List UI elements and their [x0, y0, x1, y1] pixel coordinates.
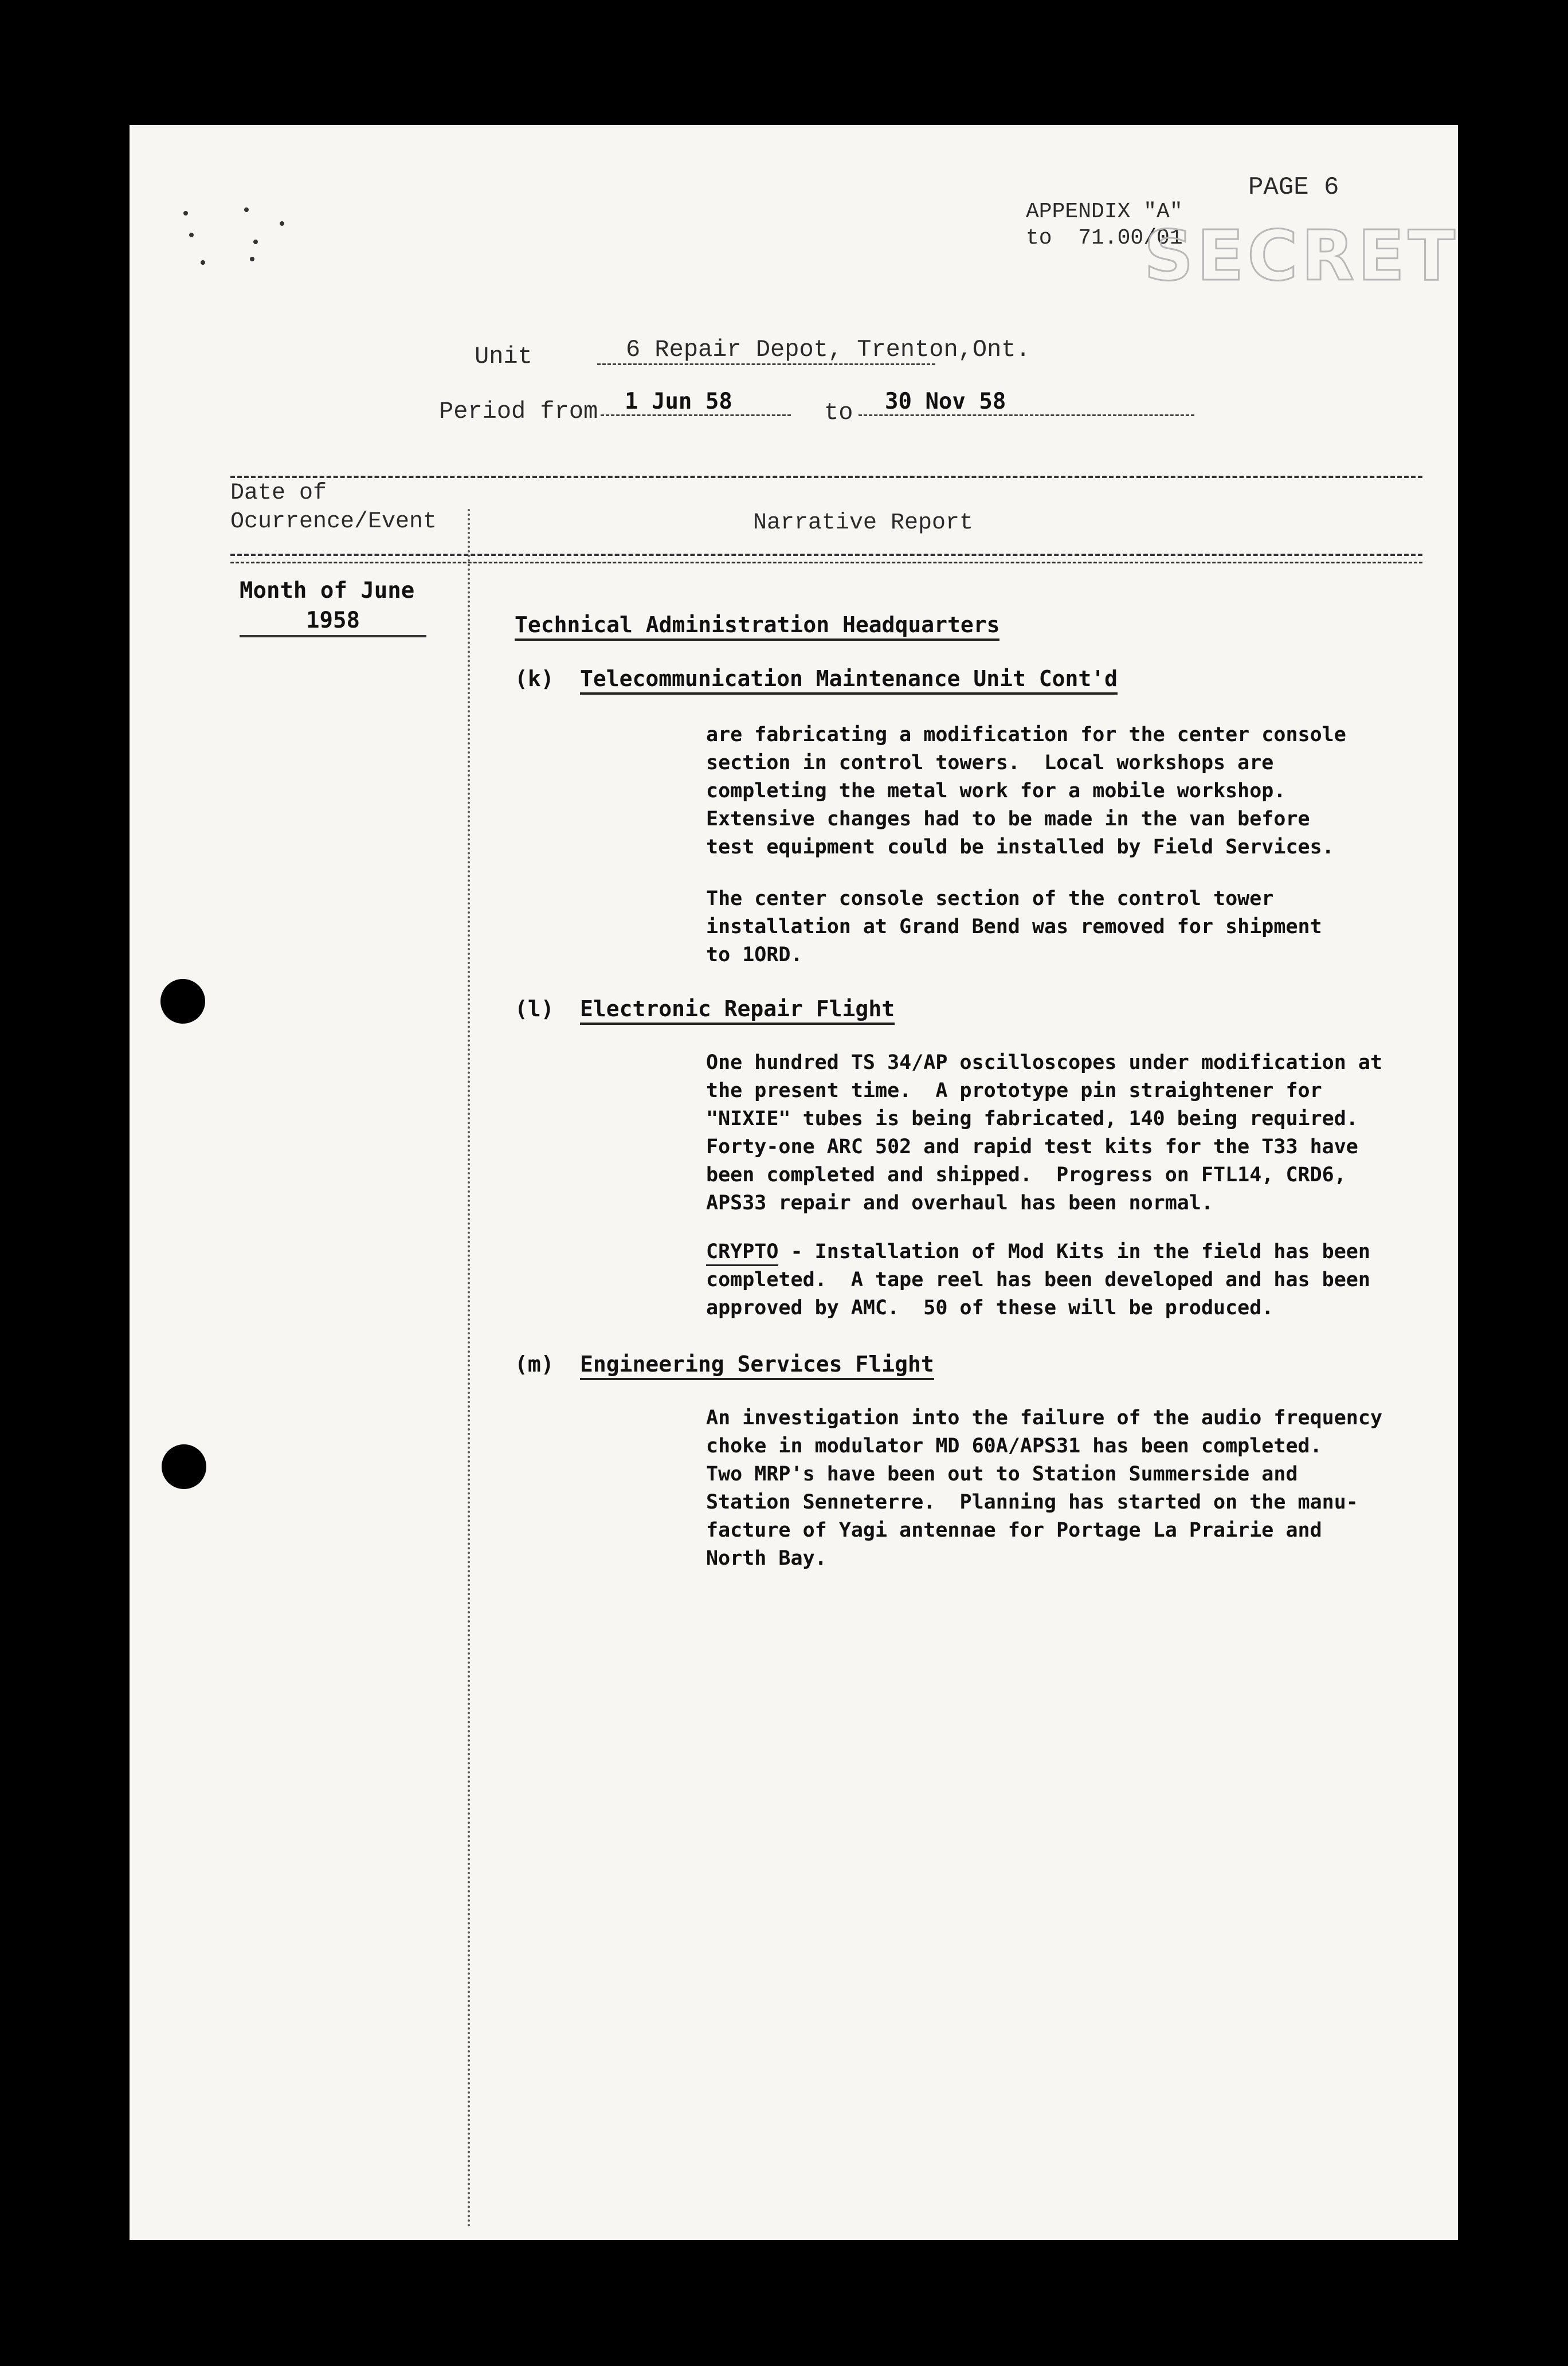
speck-mark [244, 207, 249, 212]
section-k-title: Telecommunication Maintenance Unit Cont'd [580, 666, 1118, 695]
text-line: Station Senneterre. Planning has started on the manu- [706, 1491, 1358, 1514]
section-m-letter: (m) [515, 1352, 554, 1377]
punch-hole [162, 1444, 206, 1489]
section-k-letter: (k) [515, 666, 554, 691]
text-line: Two MRP's have been out to Station Summerside and [706, 1463, 1298, 1486]
text-line: North Bay. [706, 1547, 827, 1570]
punch-hole [160, 979, 205, 1024]
text-line: One hundred TS 34/AP oscilloscopes under modification at [706, 1051, 1383, 1074]
header-rule-top [230, 476, 1422, 478]
speck-mark [189, 233, 194, 237]
appendix-reference: to 71.00/01 [1026, 226, 1183, 250]
appendix-label: APPENDIX "A" [1026, 199, 1183, 224]
section-k-paragraph-1 [706, 721, 1514, 861]
narrative-column-header: Narrative Report [753, 510, 974, 536]
text-line: APS33 repair and overhaul has been normal. [706, 1192, 1214, 1215]
crypto-label: CRYPTO [706, 1240, 778, 1266]
period-to-label: to [824, 399, 853, 426]
text-line: The center console section of the control tower [706, 887, 1274, 910]
period-label: Period from [439, 398, 598, 425]
crypto-text: - Installation of Mod Kits in the field has been [778, 1240, 1370, 1263]
unit-label: Unit [475, 343, 532, 370]
header-rule-bottom-2 [230, 562, 1422, 563]
text-line: Forty-one ARC 502 and rapid test kits for the T33 have [706, 1135, 1358, 1158]
speck-mark [280, 221, 284, 226]
section-l-letter: (l) [515, 996, 554, 1021]
text-line: "NIXIE" tubes is being fabricated, 140 being required. [706, 1107, 1358, 1130]
page-number: PAGE 6 [1248, 173, 1339, 202]
text-line: completed. A tape reel has been developed and has been [706, 1268, 1370, 1291]
text-line: completing the metal work for a mobile workshop. [706, 779, 1286, 802]
text-line: choke in modulator MD 60A/APS31 has been completed. [706, 1435, 1322, 1458]
section-m-title: Engineering Services Flight [580, 1352, 934, 1380]
column-divider [468, 509, 470, 2228]
text-line: section in control towers. Local workshops are [706, 751, 1274, 774]
document-page [130, 125, 1458, 2240]
section-title: Technical Administration Headquarters [515, 612, 999, 641]
section-l-crypto-paragraph [706, 1238, 1514, 1322]
section-l-paragraph-1 [706, 1049, 1514, 1217]
text-line: to 1ORD. [706, 943, 803, 966]
section-m-paragraph-1 [706, 1404, 1514, 1573]
text-line: test equipment could be installed by Field Services. [706, 836, 1334, 859]
text-line: Extensive changes had to be made in the van before [706, 808, 1310, 831]
text-line: been completed and shipped. Progress on FTL14, CRD6, [706, 1164, 1346, 1186]
text-line: An investigation into the failure of the audio frequency [706, 1407, 1383, 1429]
speck-mark [250, 257, 254, 261]
text-line: installation at Grand Bend was removed for shipment [706, 915, 1322, 938]
text-line: approved by AMC. 50 of these will be produced. [706, 1296, 1274, 1319]
date-entry-underline [240, 635, 426, 637]
period-to-value: 30 Nov 58 [859, 389, 1194, 416]
secret-stamp: SECRET [1144, 217, 1459, 296]
section-k-paragraph-2 [706, 885, 1514, 969]
speck-mark [183, 211, 188, 216]
date-column-header-line2: Ocurrence/Event [230, 509, 437, 535]
unit-value: 6 Repair Depot, Trenton,Ont. [597, 336, 935, 365]
text-line: the present time. A prototype pin straightener for [706, 1079, 1322, 1102]
text-line: facture of Yagi antennae for Portage La Prairie and [706, 1519, 1322, 1542]
text-line [706, 1238, 1514, 1266]
speck-mark [253, 240, 258, 244]
date-entry-year: 1958 [306, 608, 360, 633]
header-rule-bottom [230, 554, 1422, 556]
period-from-value: 1 Jun 58 [601, 389, 791, 416]
date-entry-month: Month of June [240, 578, 415, 604]
text-line: are fabricating a modification for the center console [706, 723, 1346, 746]
date-column-header-line1: Date of [230, 480, 327, 506]
section-l-title: Electronic Repair Flight [580, 996, 895, 1025]
speck-mark [201, 260, 205, 265]
